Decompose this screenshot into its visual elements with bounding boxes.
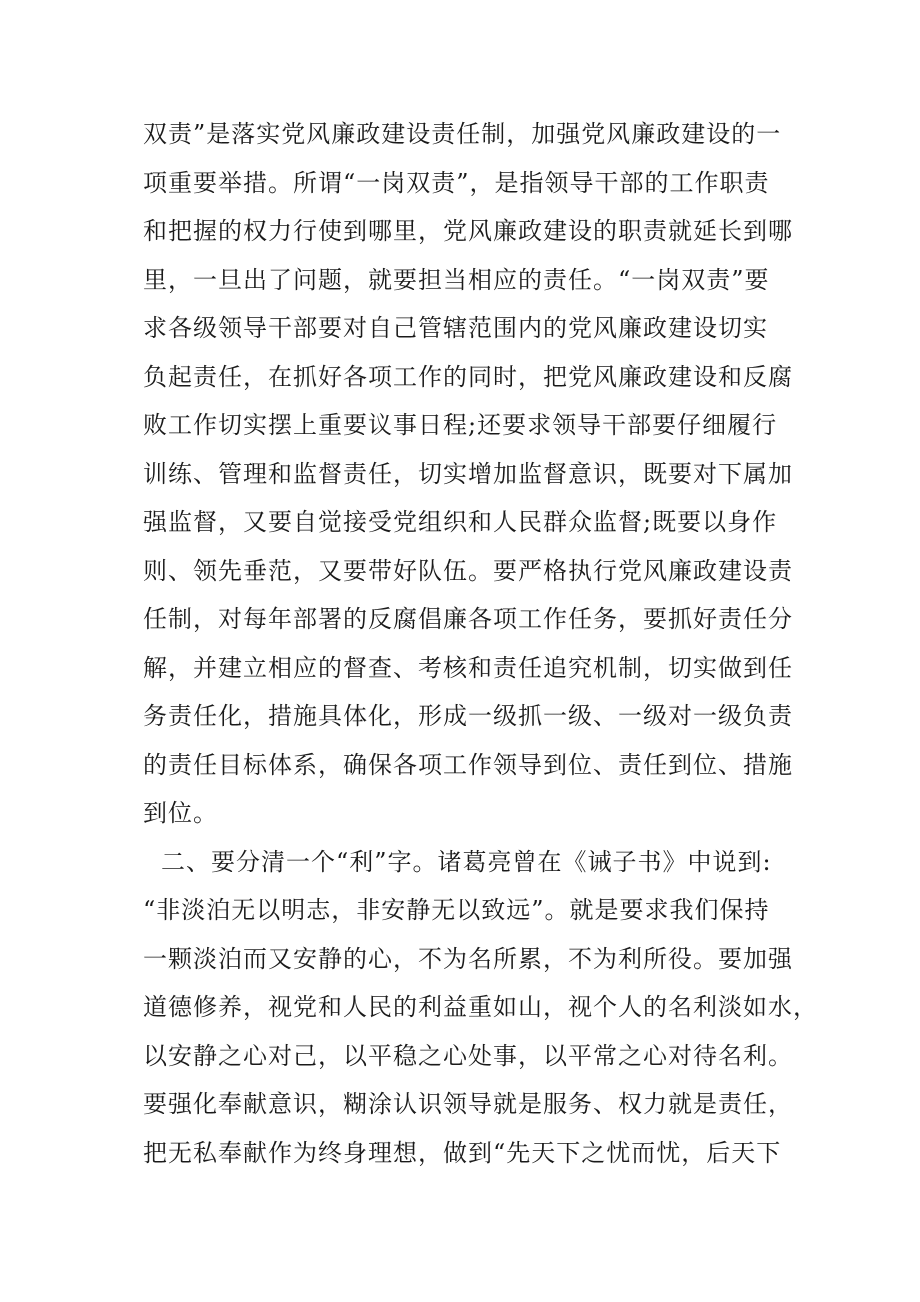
text-line: 到位。 bbox=[143, 799, 218, 827]
text-line: 训练、管理和监督责任，切实增加监督意识，既要对下属加 bbox=[143, 459, 793, 488]
text-line: 求各级领导干部要对自己管辖范围内的党风廉政建设切实 bbox=[143, 314, 768, 342]
text-line: 务责任化，措施具体化，形成一级抓一级、一级对一级负责 bbox=[143, 702, 793, 730]
text-line: 里，一旦出了问题，就要担当相应的责任。“一岗双责”要 bbox=[143, 265, 770, 294]
text-line: 的责任目标体系，确保各项工作领导到位、责任到位、措施 bbox=[143, 750, 793, 779]
text-line: “非淡泊无以明志，非安静无以致远”。就是要求我们保持 bbox=[143, 896, 770, 924]
text-line: 和把握的权力行使到哪里，党风廉政建设的职责就延长到哪 bbox=[143, 217, 793, 245]
text-line: 以安静之心对己，以平稳之心处事，以平常之心对待名利。 bbox=[143, 1041, 793, 1070]
text-line: 解，并建立相应的督查、考核和责任追究机制，切实做到任 bbox=[143, 653, 793, 682]
text-line: 要强化奉献意识，糊涂认识领导就是服务、权力就是责任， bbox=[143, 1090, 793, 1118]
text-line: 败工作切实摆上重要议事日程;还要求领导干部要仔细履行 bbox=[143, 411, 778, 439]
text-line: 强监督，又要自觉接受党组织和人民群众监督;既要以身作 bbox=[143, 508, 778, 536]
text-line: 道德修养，视党和人民的利益重如山，视个人的名利淡如水， bbox=[143, 993, 818, 1021]
text-line: 则、领先垂范，又要带好队伍。要严格执行党风廉政建设责 bbox=[143, 556, 793, 585]
text-line: 二、要分清一个“利”字。诸葛亮曾在《诫子书》中说到: bbox=[161, 847, 772, 876]
text-line: 负起责任，在抓好各项工作的同时，把党风廉政建设和反腐 bbox=[143, 362, 793, 391]
text-line: 项重要举措。所谓“一岗双责”，是指领导干部的工作职责 bbox=[143, 168, 770, 197]
text-line: 双责”是落实党风廉政建设责任制，加强党风廉政建设的一 bbox=[143, 120, 782, 148]
document-body bbox=[143, 110, 818, 1177]
text-line: 一颗淡泊而又安静的心，不为名所累，不为利所役。要加强 bbox=[143, 944, 793, 973]
text-line: 任制，对每年部署的反腐倡廉各项工作任务，要抓好责任分 bbox=[143, 605, 793, 633]
text-line: 把无私奉献作为终身理想，做到“先天下之忧而忧，后天下 bbox=[143, 1138, 782, 1167]
